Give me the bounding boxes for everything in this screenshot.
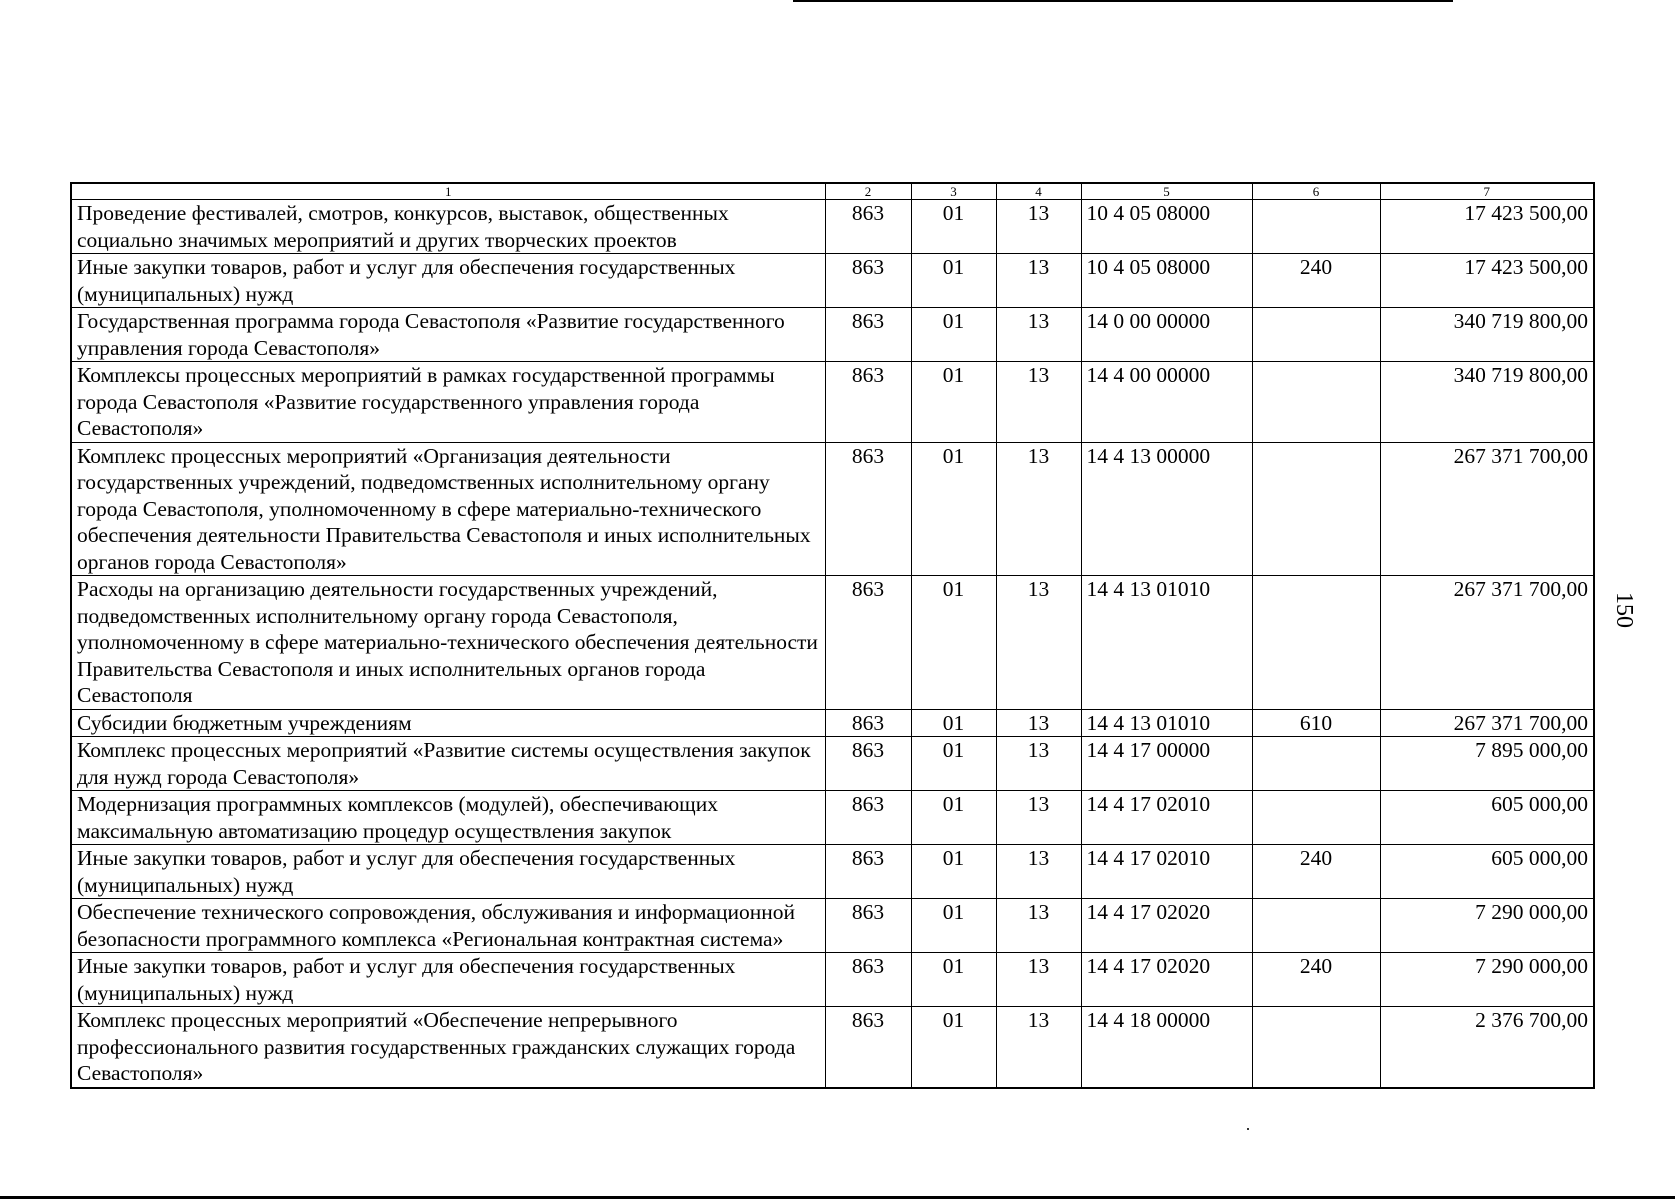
row-ministry: 863 [825,737,911,791]
row-ministry: 863 [825,442,911,576]
header-col-1: 1 [71,183,825,200]
row-ministry: 863 [825,576,911,710]
scan-speck [1247,1128,1249,1130]
bottom-rule [0,1196,1675,1199]
row-target-code: 14 4 00 00000 [1081,362,1252,443]
header-col-6: 6 [1252,183,1380,200]
row-description: Иные закупки товаров, работ и услуг для обеспечения государственных (муниципальных) нужд [71,254,825,308]
table-row [71,709,1594,737]
row-expense-type [1252,737,1380,791]
row-section: 01 [911,899,996,953]
row-amount: 7 290 000,00 [1380,899,1594,953]
row-amount: 267 371 700,00 [1380,442,1594,576]
table-row [71,899,1594,953]
row-subsection: 13 [996,308,1081,362]
table-row [71,1007,1594,1088]
row-target-code: 14 4 17 02010 [1081,845,1252,899]
row-subsection: 13 [996,709,1081,737]
row-amount: 7 895 000,00 [1380,737,1594,791]
row-section: 01 [911,200,996,254]
table-row [71,442,1594,576]
table-row [71,254,1594,308]
row-description: Иные закупки товаров, работ и услуг для обеспечения государственных (муниципальных) нужд [71,953,825,1007]
row-expense-type [1252,791,1380,845]
row-amount: 605 000,00 [1380,845,1594,899]
row-description: Государственная программа города Севастополя «Развитие государственного управления города Севастополя» [71,308,825,362]
row-ministry: 863 [825,791,911,845]
row-subsection: 13 [996,200,1081,254]
row-description: Модернизация программных комплексов (модулей), обеспечивающих максимальную автоматизацию процедур осуществления закупок [71,791,825,845]
header-row [71,183,1594,200]
row-target-code: 14 4 13 01010 [1081,709,1252,737]
row-subsection: 13 [996,254,1081,308]
table-row [71,200,1594,254]
row-section: 01 [911,308,996,362]
row-expense-type [1252,308,1380,362]
row-section: 01 [911,709,996,737]
row-section: 01 [911,1007,996,1088]
row-subsection: 13 [996,1007,1081,1088]
row-subsection: 13 [996,737,1081,791]
row-amount: 267 371 700,00 [1380,576,1594,710]
row-description: Расходы на организацию деятельности государственных учреждений, подведомственных исполнительному органу города Севастополя, уполномоченному в сфере материально-технического обеспечения деятельности Правительства Севастополя и иных исполнительных органов города Севастополя [71,576,825,710]
row-section: 01 [911,845,996,899]
row-description: Комплекс процессных мероприятий «Обеспечение непрерывного профессионального развития государственных гражданских служащих города Севастополя» [71,1007,825,1088]
row-ministry: 863 [825,362,911,443]
table-row [71,791,1594,845]
row-expense-type [1252,362,1380,443]
row-ministry: 863 [825,254,911,308]
row-section: 01 [911,254,996,308]
row-ministry: 863 [825,308,911,362]
row-subsection: 13 [996,899,1081,953]
row-expense-type [1252,576,1380,710]
row-description: Комплексы процесcных мероприятий в рамках государственной программы города Севастополя «Развитие государственного управления города Севастополя» [71,362,825,443]
row-amount: 340 719 800,00 [1380,308,1594,362]
table-row [71,953,1594,1007]
row-target-code: 14 0 00 00000 [1081,308,1252,362]
row-target-code: 14 4 13 00000 [1081,442,1252,576]
row-target-code: 10 4 05 08000 [1081,254,1252,308]
row-target-code: 14 4 17 02010 [1081,791,1252,845]
row-amount: 605 000,00 [1380,791,1594,845]
row-description: Иные закупки товаров, работ и услуг для обеспечения государственных (муниципальных) нужд [71,845,825,899]
row-subsection: 13 [996,362,1081,443]
row-description: Проведение фестивалей, смотров, конкурсов, выставок, общественных социально значимых мероприятий и других творческих проектов [71,200,825,254]
row-description: Обеспечение технического сопровождения, обслуживания и информационной безопасности программного комплекса «Региональная контрактная система» [71,899,825,953]
row-subsection: 13 [996,791,1081,845]
row-section: 01 [911,791,996,845]
row-section: 01 [911,362,996,443]
row-ministry: 863 [825,845,911,899]
table-row [71,845,1594,899]
row-subsection: 13 [996,442,1081,576]
budget-table [70,182,1595,1089]
row-subsection: 13 [996,845,1081,899]
row-target-code: 10 4 05 08000 [1081,200,1252,254]
row-subsection: 13 [996,953,1081,1007]
row-section: 01 [911,442,996,576]
header-col-7: 7 [1380,183,1594,200]
row-expense-type [1252,442,1380,576]
row-expense-type: 240 [1252,254,1380,308]
row-ministry: 863 [825,709,911,737]
row-expense-type: 610 [1252,709,1380,737]
row-target-code: 14 4 17 00000 [1081,737,1252,791]
row-target-code: 14 4 17 02020 [1081,899,1252,953]
row-section: 01 [911,737,996,791]
row-expense-type: 240 [1252,953,1380,1007]
row-ministry: 863 [825,200,911,254]
row-target-code: 14 4 17 02020 [1081,953,1252,1007]
header-col-5: 5 [1081,183,1252,200]
row-subsection: 13 [996,576,1081,710]
row-expense-type [1252,899,1380,953]
row-description: Комплекс процессных мероприятий «Организация деятельности государственных учреждений, подведомственных исполнительному органу города Севастополя, уполномоченному в сфере материально-технического обеспечения деятельности Правительства Севастополя и иных исполнительных органов города Севастополя» [71,442,825,576]
row-description: Комплекс процессных мероприятий «Развитие системы осуществления закупок для нужд города Севастополя» [71,737,825,791]
table-row [71,362,1594,443]
row-ministry: 863 [825,1007,911,1088]
table-row [71,576,1594,710]
row-target-code: 14 4 18 00000 [1081,1007,1252,1088]
row-amount: 17 423 500,00 [1380,254,1594,308]
header-col-3: 3 [911,183,996,200]
table-row [71,308,1594,362]
row-section: 01 [911,953,996,1007]
row-amount: 267 371 700,00 [1380,709,1594,737]
top-rule [793,0,1453,2]
row-amount: 340 719 800,00 [1380,362,1594,443]
row-description: Субсидии бюджетным учреждениям [71,709,825,737]
row-ministry: 863 [825,953,911,1007]
row-expense-type: 240 [1252,845,1380,899]
row-amount: 17 423 500,00 [1380,200,1594,254]
row-target-code: 14 4 13 01010 [1081,576,1252,710]
row-amount: 2 376 700,00 [1380,1007,1594,1088]
row-ministry: 863 [825,899,911,953]
row-expense-type [1252,1007,1380,1088]
header-col-4: 4 [996,183,1081,200]
table-row [71,737,1594,791]
row-amount: 7 290 000,00 [1380,953,1594,1007]
header-col-2: 2 [825,183,911,200]
page-number: 150 [1611,592,1637,628]
row-expense-type [1252,200,1380,254]
row-section: 01 [911,576,996,710]
